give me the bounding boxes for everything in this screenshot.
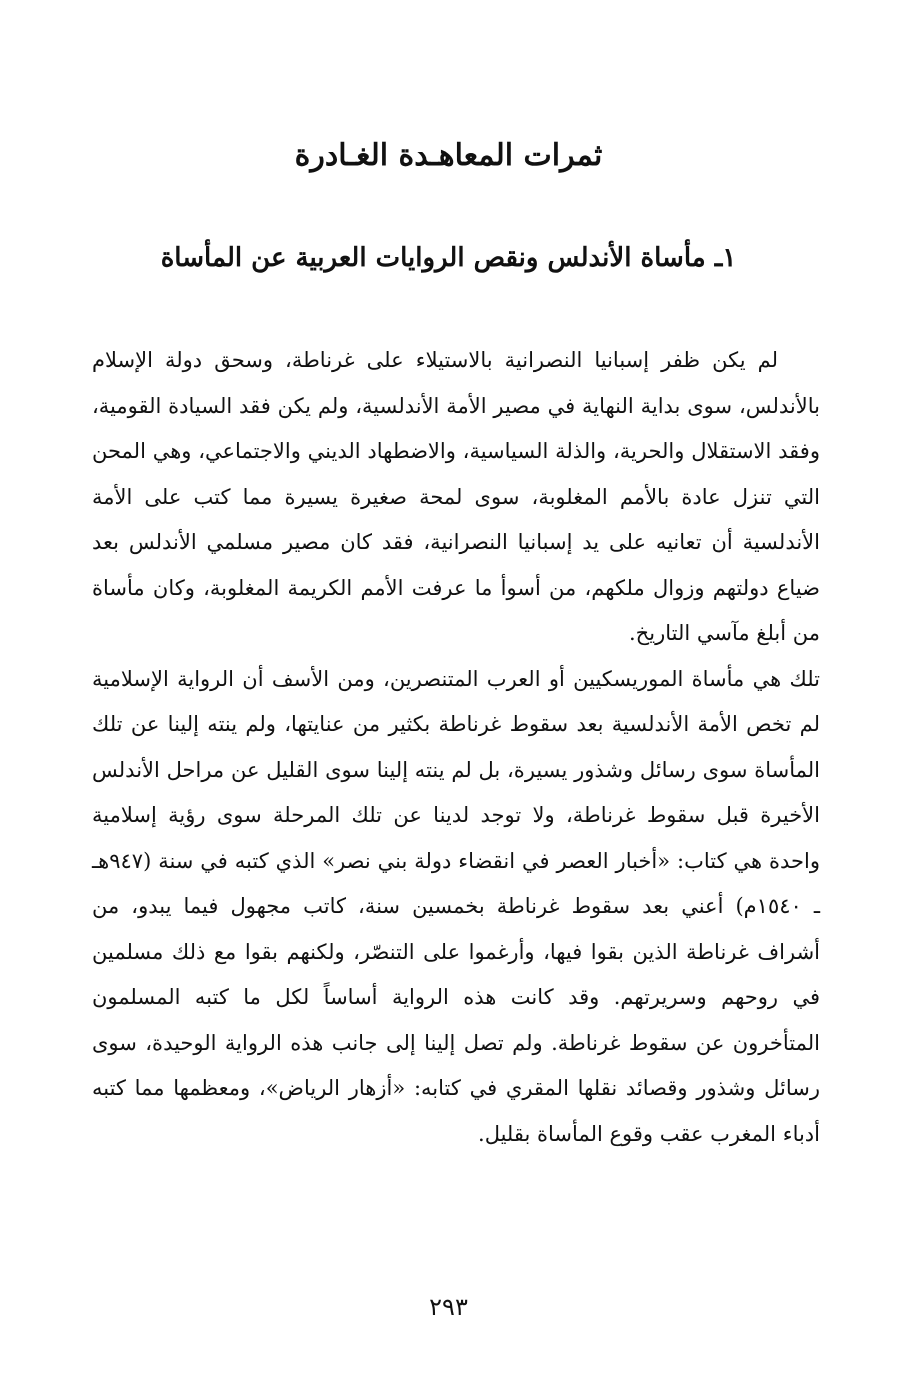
chapter-title: ثمرات المعاهـدة الغـادرة bbox=[294, 138, 603, 173]
page-number: ٢٩٣ bbox=[429, 1293, 468, 1321]
paragraph-1: لم يكن ظفر إسبانيا النصرانية بالاستيلاء على غرناطة، وسحق دولة الإسلام بالأندلس، سوى بداية النهاية في مصير الأمة الأندلسية، ولم يكن فقد السيادة القومية، وفقد الاستقلال والحرية، والذلة السياسية، والاضطهاد الديني والاجتماعي، وهي المحن التي تنزل عادة بالأمم المغلوبة، سوى لمحة صغيرة يسيرة مما كتب على الأمة الأندلسية أن تعانيه على يد إسبانيا النصرانية، فقد كان مصير مسلمي الأندلس بعد ضياع دولتهم وزوال ملكهم، من أسوأ ما عرفت الأمم الكريمة المغلوبة، وكان مأساة من أبلغ مآسي التاريخ. bbox=[92, 348, 820, 645]
body-text bbox=[92, 338, 820, 1157]
paragraph-2: تلك هي مأساة الموريسكيين أو العرب المتنصرين، ومن الأسف أن الرواية الإسلامية لم تخص الأمة الأندلسية بعد سقوط غرناطة بكثير من عنايتها، ولم ينته إلينا عن تلك المأساة سوى رسائل وشذور يسيرة، بل لم ينته إلينا سوى القليل عن مراحل الأندلس الأخيرة قبل سقوط غرناطة، ولا توجد لدينا عن تلك المرحلة سوى رؤية إسلامية واحدة هي كتاب: «أخبار العصر في انقضاء دولة بني نصر» الذي كتبه في سنة (٩٤٧هـ ـ ١٥٤٠م) أعني بعد سقوط غرناطة بخمسين سنة، كاتب مجهول فيما يبدو، من أشراف غرناطة الذين بقوا فيها، وأرغموا على التنصّر، ولكنهم بقوا مع ذلك مسلمين في روحهم وسريرتهم. وقد كانت هذه الرواية أساساً لكل ما كتبه المسلمون المتأخرون عن سقوط غرناطة. ولم تصل إلينا إلى جانب هذه الرواية الوحيدة، سوى رسائل وشذور وقصائد نقلها المقري في كتابه: «أزهار الرياض»، ومعظمها مما كتبه أدباء المغرب عقب وقوع المأساة بقليل. bbox=[92, 666, 821, 1146]
section-title: ١ـ مأساة الأندلس ونقص الروايات العربية عن المأساة bbox=[160, 243, 737, 273]
